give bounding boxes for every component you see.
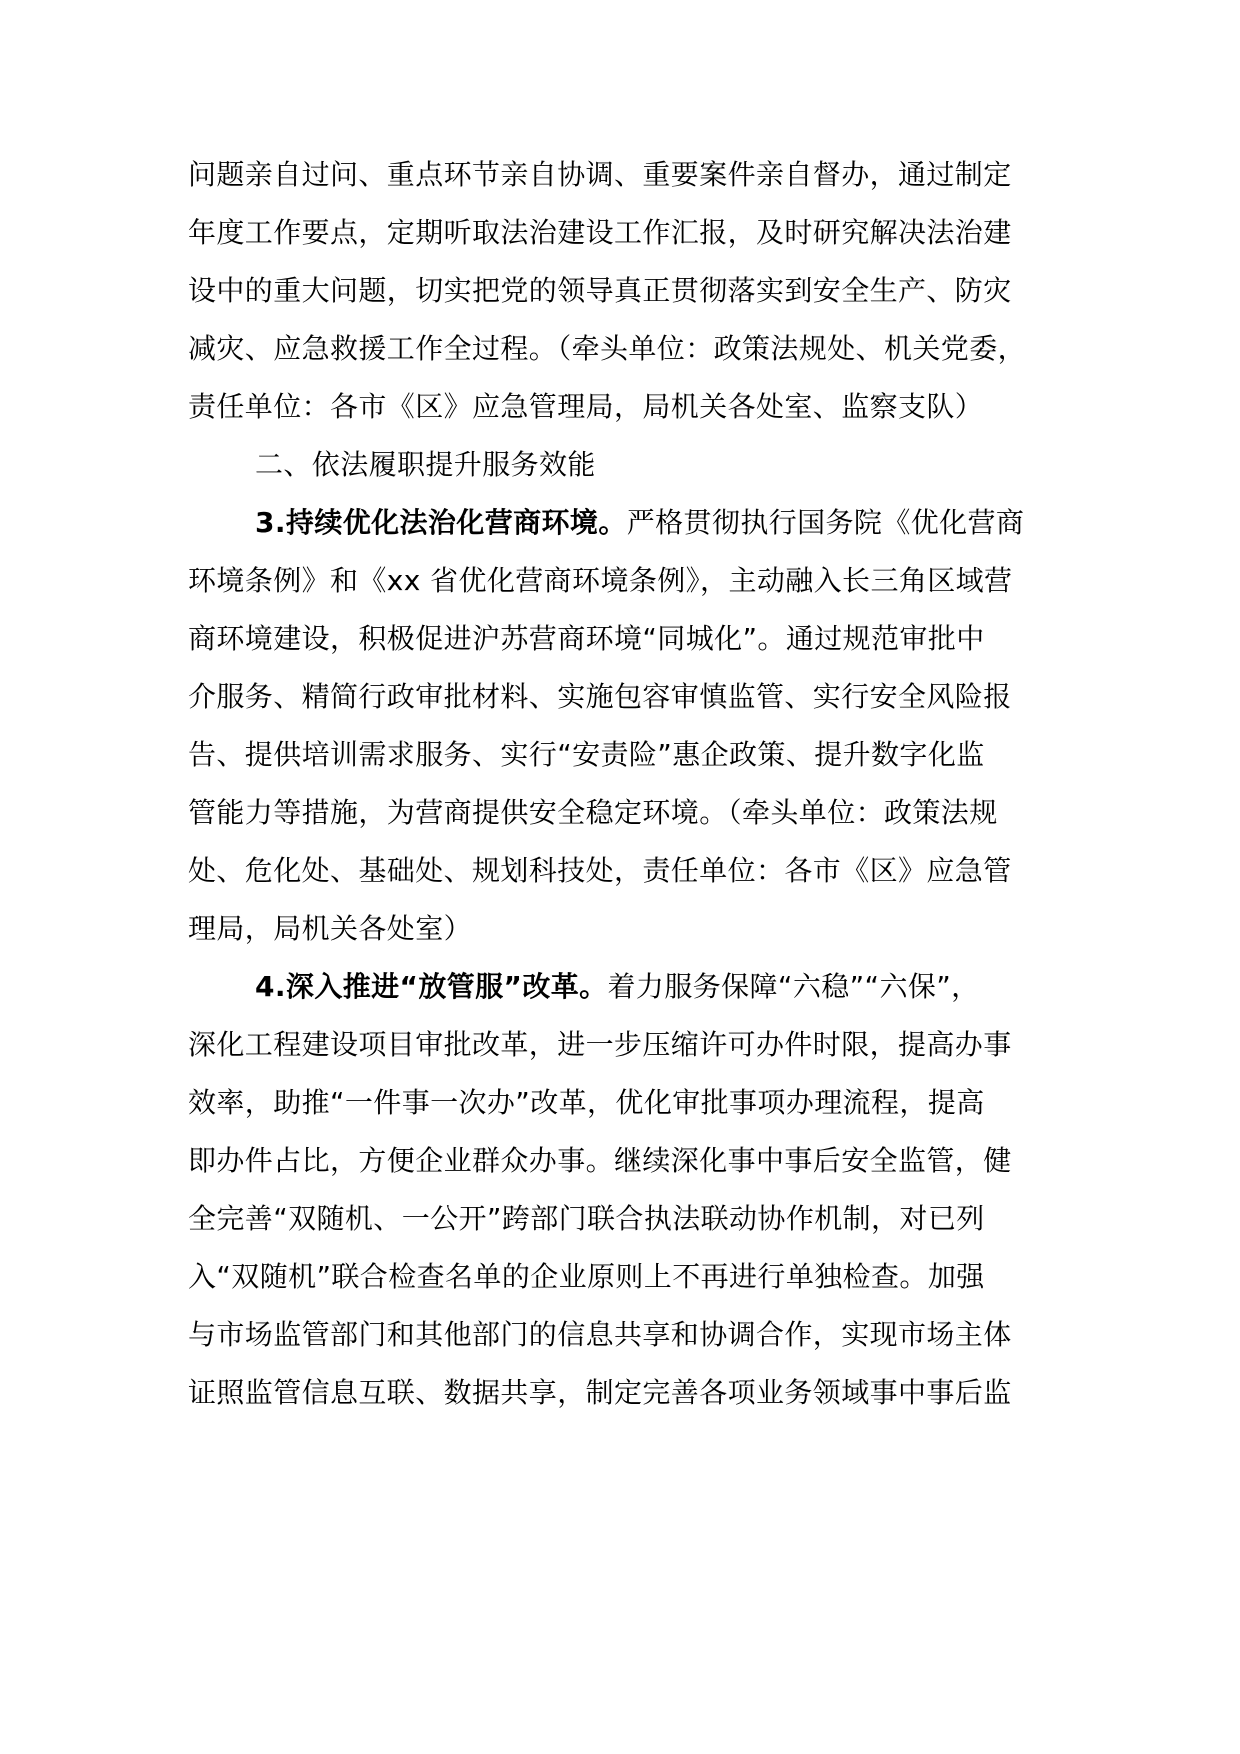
line-text: 即办件占比，方便企业群众办事。继续深化事中事后安全监管，健 xyxy=(188,1144,1012,1177)
line-text: 年度工作要点，定期听取法治建设工作汇报，及时研究解决法治建 xyxy=(188,216,1012,249)
paragraph-line xyxy=(188,619,985,659)
paragraph-line xyxy=(188,1141,1012,1181)
line-text: 全完善“双随机、一公开”跨部门联合执法联动协作机制，对已列 xyxy=(188,1202,985,1235)
paragraph-line xyxy=(188,909,472,949)
paragraph-line xyxy=(188,329,1026,369)
paragraph-line xyxy=(188,213,1012,253)
paragraph-line xyxy=(188,387,983,427)
line-text: 介服务、精简行政审批材料、实施包容审慎监管、实行安全风险报 xyxy=(188,680,1012,713)
paragraph-line xyxy=(188,793,998,833)
line-text: 证照监管信息互联、数据共享，制定完善各项业务领域事中事后监 xyxy=(188,1376,1012,1409)
line-text: 效率，助推“一件事一次办”改革，优化审批事项办理流程，提高 xyxy=(188,1086,985,1119)
line-text: 处、危化处、基础处、规划科技处，责任单位：各市《区》应急管 xyxy=(188,854,1012,887)
line-text: 严格贯彻执行国务院《优化营商 xyxy=(626,506,1025,539)
line-text: 理局，局机关各处室） xyxy=(188,912,473,945)
paragraph-line xyxy=(188,1315,1012,1355)
item-4-first-line xyxy=(255,967,980,1007)
line-text: 与市场监管部门和其他部门的信息共享和协调合作，实现市场主体 xyxy=(188,1318,1012,1351)
paragraph-line xyxy=(188,677,1012,717)
line-text: 设中的重大问题，切实把党的领导真正贯彻落实到安全生产、防灾 xyxy=(188,274,1012,307)
paragraph-line xyxy=(188,1257,985,1297)
section-heading-text: 二、依法履职提升服务效能 xyxy=(255,448,596,481)
paragraph-line xyxy=(188,561,1012,601)
line-text: 入“双随机”联合检查名单的企业原则上不再进行单独检查。加强 xyxy=(188,1260,985,1293)
line-text: 责任单位：各市《区》应急管理局，局机关各处室、监察支队） xyxy=(188,390,984,423)
item-3-title: 3.持续优化法治化营商环境。 xyxy=(255,506,627,539)
line-text: 商环境建设，积极促进沪苏营商环境“同城化”。通过规范审批中 xyxy=(188,622,985,655)
line-text: 着力服务保障“六稳”“六保”， xyxy=(607,970,980,1003)
line-text: 问题亲自过问、重点环节亲自协调、重要案件亲自督办，通过制定 xyxy=(188,158,1012,191)
line-text: 深化工程建设项目审批改革，进一步压缩许可办件时限，提高办事 xyxy=(188,1028,1012,1061)
paragraph-line xyxy=(188,1373,1012,1413)
paragraph-line xyxy=(188,271,1012,311)
item-3-first-line xyxy=(255,503,1024,543)
paragraph-line xyxy=(188,155,1012,195)
line-text: 减灾、应急救援工作全过程。（牵头单位：政策法规处、机关党委， xyxy=(188,332,1027,365)
item-4-title: 4.深入推进“放管服”改革。 xyxy=(255,970,608,1003)
paragraph-line xyxy=(188,1025,1012,1065)
paragraph-line xyxy=(188,1083,985,1123)
line-text: 告、提供培训需求服务、实行“安责险”惠企政策、提升数字化监 xyxy=(188,738,985,771)
line-text: 环境条例》和《xx 省优化营商环境条例》，主动融入长三角区域营 xyxy=(188,564,1013,597)
paragraph-line xyxy=(188,1199,985,1239)
line-text: 管能力等措施，为营商提供安全稳定环境。（牵头单位：政策法规 xyxy=(188,796,998,829)
section-heading xyxy=(255,445,596,485)
paragraph-line xyxy=(188,851,1012,891)
paragraph-line xyxy=(188,735,985,775)
